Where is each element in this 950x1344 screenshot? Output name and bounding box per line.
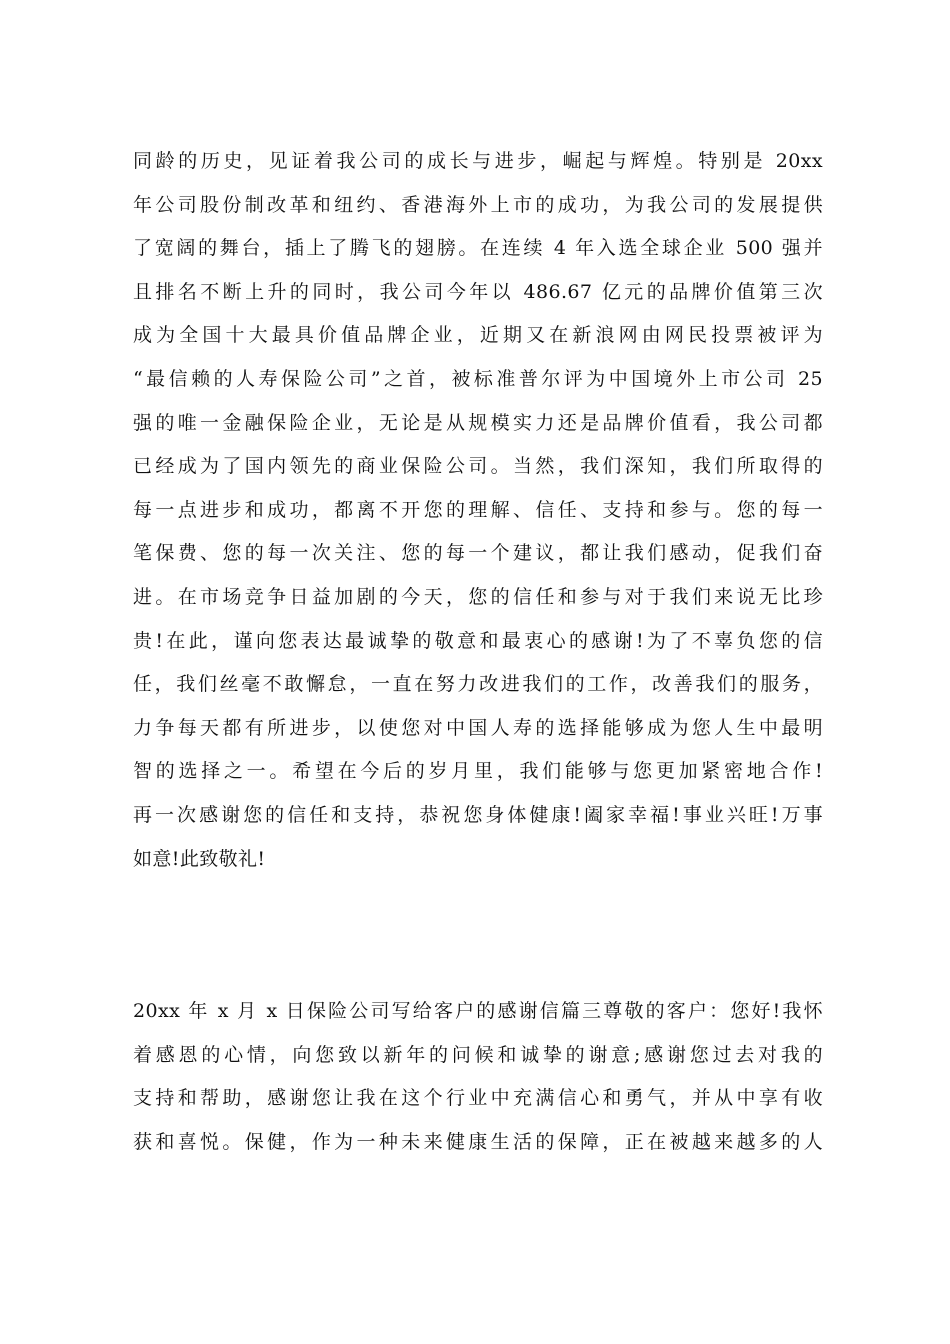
text-line: 20xx 年 x 月 x 日保险公司写给客户的感谢信篇三尊敬的客户：您好!我怀	[133, 1000, 823, 1022]
text-line: 年公司股份制改革和纽约、香港海外上市的成功，为我公司的发展提供	[133, 193, 823, 216]
text-line: “最信赖的人寿保险公司”之首，被标准普尔评为中国境外上市公司 25	[133, 367, 823, 390]
text-line: 笔保费、您的每一次关注、您的每一个建议，都让我们感动，促我们奋	[133, 542, 823, 565]
paragraph-letter-body	[133, 140, 823, 881]
text-line: 智的选择之一。希望在今后的岁月里，我们能够与您更加紧密地合作!	[133, 760, 823, 783]
text-line: 获和喜悦。保健，作为一种未来健康生活的保障，正在被越来越多的人	[133, 1130, 823, 1153]
text-line: 支持和帮助，感谢您让我在这个行业中充满信心和勇气，并从中享有收	[133, 1087, 823, 1110]
text-line: 任，我们丝毫不敢懈怠，一直在努力改进我们的工作，改善我们的服务，	[133, 673, 823, 696]
paragraph-second-letter	[133, 990, 823, 1164]
text-line: 再一次感谢您的信任和支持，恭祝您身体健康!阖家幸福!事业兴旺!万事	[133, 803, 823, 826]
text-line: 成为全国十大最具价值品牌企业，近期又在新浪网由网民投票被评为	[133, 324, 823, 347]
text-line: 了宽阔的舞台，插上了腾飞的翅膀。在连续 4 年入选全球企业 500 强并	[133, 237, 823, 260]
text-line: 着感恩的心情，向您致以新年的问候和诚挚的谢意;感谢您过去对我的	[133, 1043, 823, 1066]
text-line: 力争每天都有所进步，以使您对中国人寿的选择能够成为您人生中最明	[133, 716, 823, 739]
text-line: 同龄的历史，见证着我公司的成长与进步，崛起与辉煌。特别是 20xx	[133, 150, 823, 172]
text-line: 已经成为了国内领先的商业保险公司。当然，我们深知，我们所取得的	[133, 455, 823, 478]
text-line: 如意!此致敬礼!	[133, 847, 266, 870]
text-line: 贵!在此，谨向您表达最诚挚的敬意和最衷心的感谢!为了不辜负您的信	[133, 629, 823, 652]
text-line: 进。在市场竞争日益加剧的今天，您的信任和参与对于我们来说无比珍	[133, 585, 823, 608]
text-line: 每一点进步和成功，都离不开您的理解、信任、支持和参与。您的每一	[133, 498, 823, 521]
text-line: 强的唯一金融保险企业，无论是从规模实力还是品牌价值看，我公司都	[133, 411, 823, 434]
text-line: 且排名不断上升的同时，我公司今年以 486.67 亿元的品牌价值第三次	[133, 280, 823, 303]
